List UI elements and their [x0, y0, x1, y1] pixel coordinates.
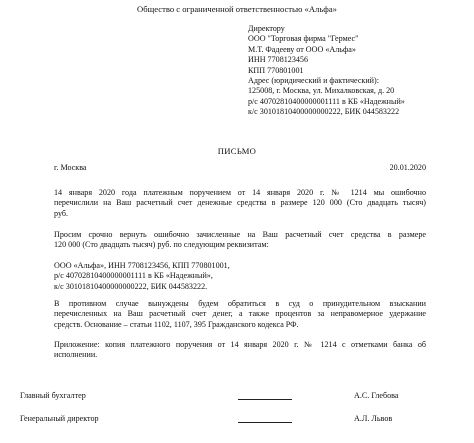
paragraph-payment: [54, 188, 426, 219]
paragraph-line: 120 000 (Сто двадцать тысяч) руб. по следующим реквизитам:: [54, 240, 269, 250]
signature-line: [238, 399, 292, 400]
paragraph-line: к/с 30101810400000000222, БИК 044583222.: [54, 281, 208, 291]
paragraph-requisites: [54, 261, 426, 292]
paragraph-line: руб.: [54, 208, 69, 218]
company-header: Общество с ограниченной ответственностью «Альфа»: [137, 4, 337, 14]
signature-name: А.Л. Львов: [354, 414, 393, 423]
paragraph-line: 14 января 2020 года платежным поручением от 14 января 2020 г. № 1214 мы ошибочно: [54, 188, 426, 197]
signature-line: [238, 422, 292, 423]
signature-name: А.С. Глебова: [354, 391, 399, 400]
addressee-line: КПП 770801001: [248, 65, 304, 75]
addressee-line: ООО "Торговая фирма "Гермес": [248, 34, 359, 44]
letter-city: г. Москва: [54, 163, 87, 172]
paragraph-line: р/с 40702810400000001111 в КБ «Надежный»,: [54, 271, 213, 281]
addressee-line: Адрес (юридический и фактический):: [248, 76, 379, 86]
letter-date: 20.01.2020: [389, 163, 426, 172]
paragraph-attachment: [54, 340, 426, 361]
addressee-line: ИНН 7708123456: [248, 55, 309, 65]
addressee-line: М.Т. Фадееву от ООО «Альфа»: [248, 44, 356, 54]
paragraph-line: Приложение: копия платежного поручения от 14 января 2020 г. № 1214 с отметками банка об: [54, 340, 426, 349]
paragraph-line: исполнении.: [54, 350, 98, 360]
addressee-line: 125008, г. Москва, ул. Михалковская, д. 20: [248, 86, 395, 96]
paragraph-line: Просим срочно вернуть ошибочно зачисленные на Ваш расчетный счет средства в размере: [54, 230, 426, 239]
addressee-block: [248, 24, 405, 118]
paragraph-request: [54, 230, 426, 251]
paragraph-line: средств. Основание – статьи 1102, 1107, 395 Гражданского кодекса РФ.: [54, 319, 299, 329]
addressee-line: Директору: [248, 24, 285, 33]
paragraph-line: ООО «Альфа», ИНН 7708123456, КПП 770801001,: [54, 261, 230, 270]
letter-title: ПИСЬМО: [217, 146, 257, 156]
paragraph-line: В противном случае вынуждены будем обратиться в суд о принудительном взыскании: [54, 299, 426, 308]
signature-position: Генеральный директор: [20, 414, 99, 423]
paragraph-line: перечислили на Ваш расчетный счет денежные средства в размере 120 000 (Сто двадцать тысяч): [54, 198, 426, 208]
signature-position: Главный бухгалтер: [20, 391, 86, 400]
paragraph-warning: [54, 299, 426, 330]
addressee-line: к/с 30101810400000000222, БИК 044583222: [248, 107, 400, 117]
paragraph-line: перечисленных на Ваш расчетный счет денег, а также процентов за неправомерное удержание: [54, 309, 426, 319]
addressee-line: р/с 40702810400000001111 в КБ «Надежный»: [248, 96, 405, 106]
